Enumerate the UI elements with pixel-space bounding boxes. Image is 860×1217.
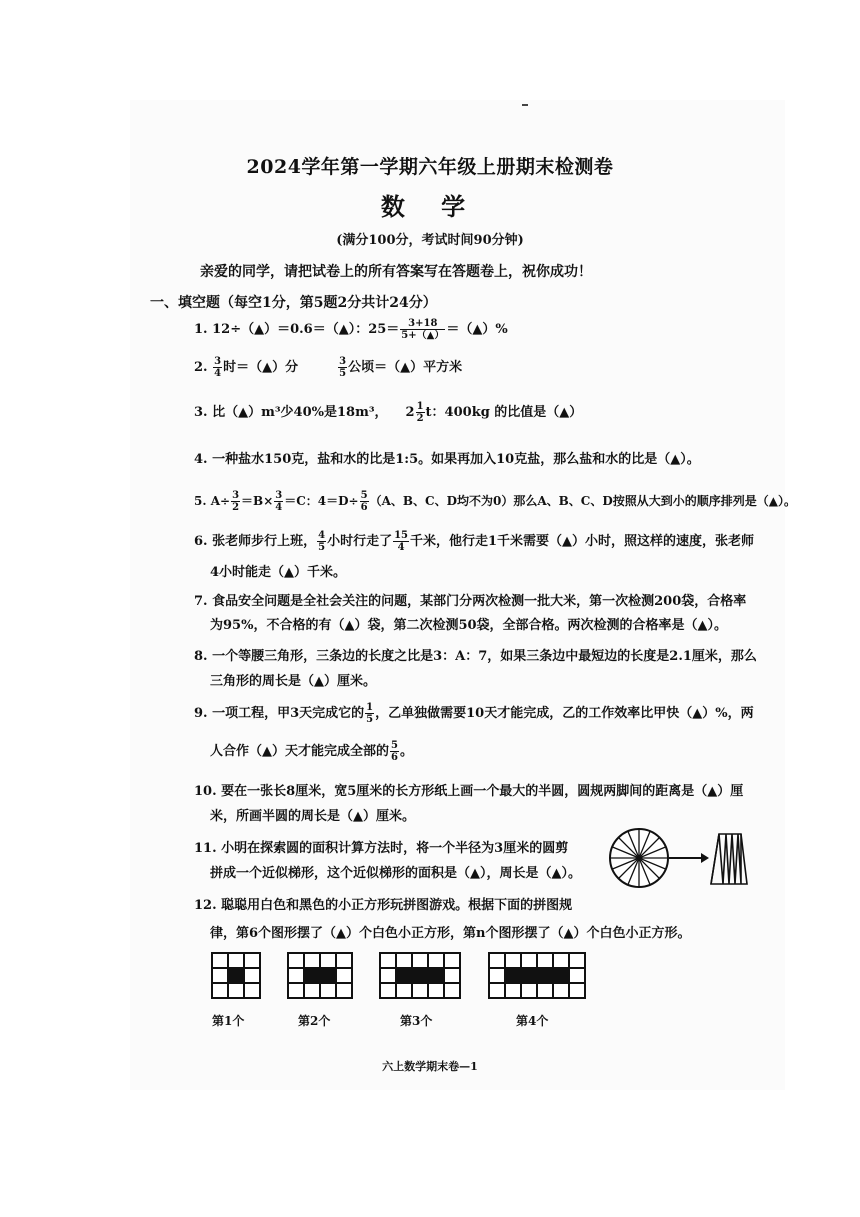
divided-circle-icon bbox=[610, 829, 668, 887]
question-12-line-2: 律，第6个图形摆了（▲）个白色小正方形，第n个图形摆了（▲）个白色小正方形。 bbox=[210, 926, 691, 941]
circle-to-trapezoid-diagram bbox=[605, 826, 755, 896]
pattern-figure-1 bbox=[211, 952, 261, 999]
exam-title: 2024学年第一学期六年级上册期末检测卷 bbox=[246, 156, 614, 178]
question-11: 11. 小明在探索圆的面积计算方法时，将一个半径为3厘米的圆剪 bbox=[194, 841, 569, 856]
question-2: 2. $\frac{3}{4}$ 时＝（▲）分 $\frac{3}{5}$ 公顷＝（▲）平方米 bbox=[194, 356, 463, 379]
pattern-figure-3 bbox=[379, 952, 461, 999]
exam-info: (满分100分，考试时间90分钟) bbox=[336, 233, 524, 248]
question-7-line-2: 为95%，不合格的有（▲）袋，第二次检测50袋，全部合格。两次检测的合格率是（▲）。 bbox=[210, 618, 728, 633]
question-5: 5. A÷ $\frac{3}{2}$ ＝B× $\frac{3}{4}$ ＝C：4＝D÷ $\frac{5}{6}$ （A、B、C、D均不为0）那么A、B、C、D按照从大到小的顺序排列是（▲）。 bbox=[194, 490, 796, 513]
pattern-figure-4 bbox=[488, 952, 586, 999]
question-12: 12. 聪聪用白色和黑色的小正方形玩拼图游戏。根据下面的拼图规 bbox=[194, 898, 573, 913]
question-6: 6. 张老师步行上班， $\frac{4}{5}$ 小时行走了 $\frac{15}{4}$ 千米，他行走1千米需要（▲）小时，照这样的速度，张老师 bbox=[194, 530, 755, 553]
scan-mark bbox=[522, 104, 528, 106]
subject-title: 数 学 bbox=[380, 192, 480, 221]
question-8: 8. 一个等腰三角形，三条边的长度之比是3：A：7，如果三条边中最短边的长度是2.1厘米，那么 bbox=[194, 649, 757, 664]
page-footer: 六上数学期末卷—1 bbox=[382, 1060, 478, 1073]
question-11-line-2: 拼成一个近似梯形，这个近似梯形的面积是（▲），周长是（▲）。 bbox=[210, 866, 581, 881]
question-7: 7. 食品安全问题是全社会关注的问题，某部门分两次检测一批大米，第一次检测200袋，合格率 bbox=[194, 594, 747, 609]
figure-caption-2: 第2个 bbox=[298, 1014, 331, 1028]
question-9-line-2: 人合作（▲）天才能完成全部的 $\frac{5}{6}$ 。 bbox=[210, 740, 413, 763]
question-8-line-2: 三角形的周长是（▲）厘米。 bbox=[210, 674, 376, 689]
fraction: $\frac{3+18}{5+(▲)}$ bbox=[401, 318, 445, 341]
figure-caption-4: 第4个 bbox=[516, 1014, 549, 1028]
figure-caption-3: 第3个 bbox=[400, 1014, 433, 1028]
question-10: 10. 要在一张长8厘米，宽5厘米的长方形纸上画一个最大的半圆，圆规两脚间的距离是（▲）厘 bbox=[194, 784, 744, 799]
question-1: 1. 12÷（▲）＝0.6＝（▲）：25＝ $\frac{3+18}{5+(▲)}$ ＝（▲）% bbox=[194, 318, 508, 341]
question-3: 3. 比（▲）m³少40%是18m³， 2 $\frac{1}{2}$ t：400kg 的比值是（▲） bbox=[194, 401, 583, 424]
figure-caption-1: 第1个 bbox=[212, 1014, 245, 1028]
greeting: 亲爱的同学，请把试卷上的所有答案写在答题卷上，祝你成功！ bbox=[200, 264, 592, 280]
section-title: 一、填空题（每空1分，第5题2分共计24分） bbox=[150, 295, 437, 311]
question-6-line-2: 4小时能走（▲）千米。 bbox=[210, 565, 347, 580]
pattern-figure-2 bbox=[287, 952, 353, 999]
trapezoid-icon bbox=[711, 834, 747, 884]
question-10-line-2: 米，所画半圆的周长是（▲）厘米。 bbox=[210, 809, 415, 824]
question-4: 4. 一种盐水150克，盐和水的比是1:5。如果再加入10克盐，那么盐和水的比是（▲）。 bbox=[194, 452, 700, 467]
arrow-right-icon bbox=[669, 853, 709, 863]
question-9: 9. 一项工程，甲3天完成它的 $\frac{1}{5}$ ，乙单独做需要10天才能完成，乙的工作效率比甲快（▲）%，两 bbox=[194, 702, 754, 725]
